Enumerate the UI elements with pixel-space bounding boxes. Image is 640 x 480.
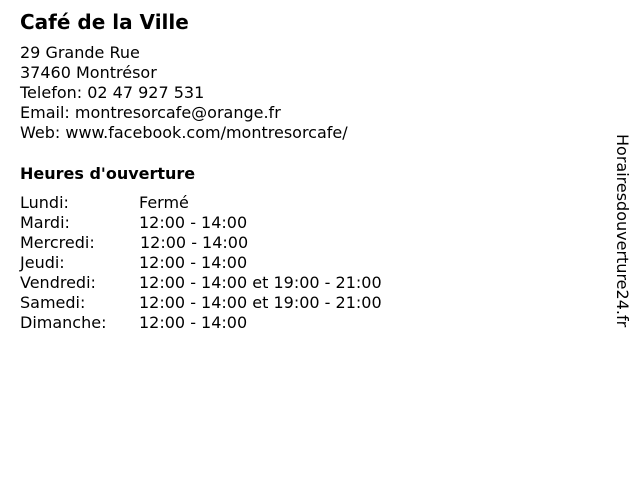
time-value: 12:00 - 14:00: [140, 233, 249, 252]
address-city: 37460 Montrésor: [20, 63, 157, 82]
phone-number: Telefon: 02 47 927 531: [20, 83, 205, 102]
email-address: Email: montresorcafe@orange.fr: [20, 103, 281, 122]
opening-hours-heading: Heures d'ouverture: [20, 164, 196, 183]
day-label: Mardi:: [20, 213, 70, 232]
time-value: 12:00 - 14:00: [139, 253, 248, 272]
day-label: Vendredi:: [20, 273, 96, 292]
time-value: 12:00 - 14:00: [139, 313, 248, 332]
day-label: Dimanche:: [20, 313, 107, 332]
time-value: 12:00 - 14:00: [139, 213, 248, 232]
time-value: Fermé: [139, 193, 189, 212]
address-street: 29 Grande Rue: [20, 43, 140, 62]
day-label: Lundi:: [20, 193, 69, 212]
time-value: 12:00 - 14:00 et 19:00 - 21:00: [139, 293, 382, 312]
day-label: Mercredi:: [20, 233, 95, 252]
contact-info: [20, 43, 348, 143]
business-name: Café de la Ville: [20, 10, 189, 34]
website-url: Web: www.facebook.com/montresorcafe/: [20, 123, 348, 142]
site-watermark: Horairesdouverture24.fr: [613, 134, 632, 328]
day-label: Jeudi:: [20, 253, 65, 272]
day-label: Samedi:: [20, 293, 86, 312]
time-value: 12:00 - 14:00 et 19:00 - 21:00: [139, 273, 382, 292]
